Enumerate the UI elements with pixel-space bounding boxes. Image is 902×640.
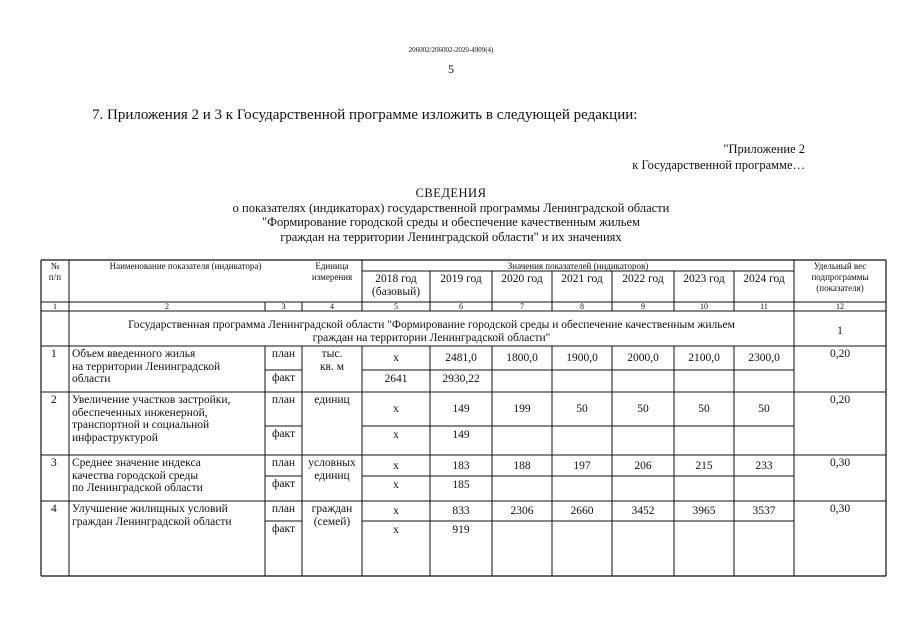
plan-value: 50 <box>698 403 710 415</box>
plan-value: 1800,0 <box>506 352 538 364</box>
fact-label: факт <box>271 478 296 490</box>
plan-value: 2000,0 <box>627 352 659 364</box>
appendix-line-2: к Государственной программе… <box>632 158 805 172</box>
fact-value: 149 <box>452 429 470 441</box>
header-indicator-name: Наименование показателя (индикатора) <box>109 261 262 271</box>
plan-label: план <box>271 503 296 515</box>
plan-value: 50 <box>576 403 588 415</box>
program-title: Государственная программа Ленинградской области "Формирование городской среды и обеспечение качественным жильем граждан на территории Ленинградской области" <box>128 319 735 344</box>
unit-cell: единиц <box>314 394 350 406</box>
header-year: 2019 год <box>440 273 482 285</box>
fact-value: 919 <box>452 524 470 536</box>
page-number: 5 <box>448 62 454 76</box>
column-number: 11 <box>760 302 768 311</box>
column-number: 12 <box>836 302 844 311</box>
column-number: 6 <box>459 302 463 311</box>
plan-label: план <box>271 457 296 469</box>
plan-value: 233 <box>755 460 773 472</box>
plan-value: х <box>393 403 399 415</box>
header-year: 2020 год <box>501 273 543 285</box>
plan-value: х <box>393 352 399 364</box>
appendix-line-1: "Приложение 2 <box>723 142 805 156</box>
row-number: 1 <box>51 348 57 360</box>
header-values-group: Значения показателей (индикаторов) <box>507 261 649 271</box>
plan-value: 50 <box>637 403 649 415</box>
header-year: 2022 год <box>622 273 664 285</box>
plan-value: 206 <box>634 460 652 472</box>
column-number: 9 <box>641 302 645 311</box>
title-line-1: о показателях (индикаторах) государственной программы Ленинградской области <box>232 200 670 215</box>
instruction-text: 7. Приложения 2 и 3 к Государственной программе изложить в следующей редакции: <box>92 107 638 123</box>
plan-value: 833 <box>452 505 470 517</box>
header-year: 2018 год (базовый) <box>371 273 421 298</box>
column-number: 3 <box>281 302 286 311</box>
column-number: 10 <box>700 302 708 311</box>
plan-value: 215 <box>695 460 713 472</box>
document-number: 206002/206002-2020-4909(4) <box>408 46 494 54</box>
plan-value: 2300,0 <box>748 352 780 364</box>
indicator-name: Объем введенного жилья на территории Ленинградской области <box>72 348 221 385</box>
title-line-2: "Формирование городской среды и обеспечение качественным жильем <box>262 215 640 229</box>
plan-value: 197 <box>573 460 591 472</box>
header-num: № п/п <box>48 261 62 282</box>
header-weight: Удельный вес подпрограммы (показателя) <box>811 261 869 293</box>
title-main: СВЕДЕНИЯ <box>415 186 487 200</box>
plan-value: 2306 <box>510 505 534 517</box>
fact-value: 185 <box>452 479 470 491</box>
plan-value: 188 <box>513 460 531 472</box>
column-number: 8 <box>580 302 584 311</box>
weight-cell: 0,20 <box>829 394 851 406</box>
fact-value: 2641 <box>384 373 408 385</box>
header-year: 2023 год <box>683 273 725 285</box>
column-number: 7 <box>520 302 524 311</box>
header-year: 2024 год <box>743 273 785 285</box>
title-line-3: граждан на территории Ленинградской области" и их значениях <box>280 229 622 244</box>
column-number: 4 <box>330 302 334 311</box>
fact-label: факт <box>271 523 296 535</box>
weight-cell: 0,30 <box>829 503 851 515</box>
unit-cell: тыс. кв. м <box>319 348 345 373</box>
fact-value: 2930,22 <box>442 373 480 385</box>
plan-value: 3452 <box>631 505 655 517</box>
header-year: 2021 год <box>561 273 603 285</box>
unit-cell: граждан (семей) <box>311 503 353 528</box>
plan-value: х <box>393 505 399 517</box>
unit-cell: условных единиц <box>308 457 356 482</box>
row-number: 3 <box>51 457 57 469</box>
plan-value: 3537 <box>752 505 776 517</box>
plan-value: 2660 <box>570 505 594 517</box>
column-number: 1 <box>53 302 57 311</box>
indicator-name: Улучшение жилищных условий граждан Ленинградской области <box>72 503 232 528</box>
program-weight: 1 <box>837 325 843 337</box>
plan-value: 3965 <box>692 505 716 517</box>
column-number: 5 <box>394 302 398 311</box>
fact-label: факт <box>271 372 296 384</box>
plan-value: 1900,0 <box>566 352 598 364</box>
column-number: 2 <box>165 302 169 311</box>
weight-cell: 0,20 <box>829 348 851 360</box>
plan-label: план <box>271 394 296 406</box>
plan-value: 2481,0 <box>445 352 477 364</box>
fact-value: х <box>393 429 399 441</box>
plan-value: 50 <box>758 403 770 415</box>
plan-value: 2100,0 <box>688 352 720 364</box>
header-unit: Единица измерения <box>311 261 353 282</box>
plan-label: план <box>271 348 296 360</box>
plan-value: х <box>393 460 399 472</box>
plan-value: 149 <box>452 403 470 415</box>
weight-cell: 0,30 <box>829 457 851 469</box>
indicator-name: Среднее значение индекса качества городской среды по Ленинградской области <box>72 457 203 494</box>
plan-value: 183 <box>452 460 470 472</box>
row-number: 2 <box>51 394 57 406</box>
plan-value: 199 <box>513 403 531 415</box>
indicator-name: Увеличение участков застройки, обеспеченных инженерной, транспортной и социальной инфраструктурой <box>72 394 231 444</box>
fact-label: факт <box>271 428 296 440</box>
row-number: 4 <box>51 503 57 515</box>
fact-value: х <box>393 479 399 491</box>
fact-value: х <box>393 524 399 536</box>
